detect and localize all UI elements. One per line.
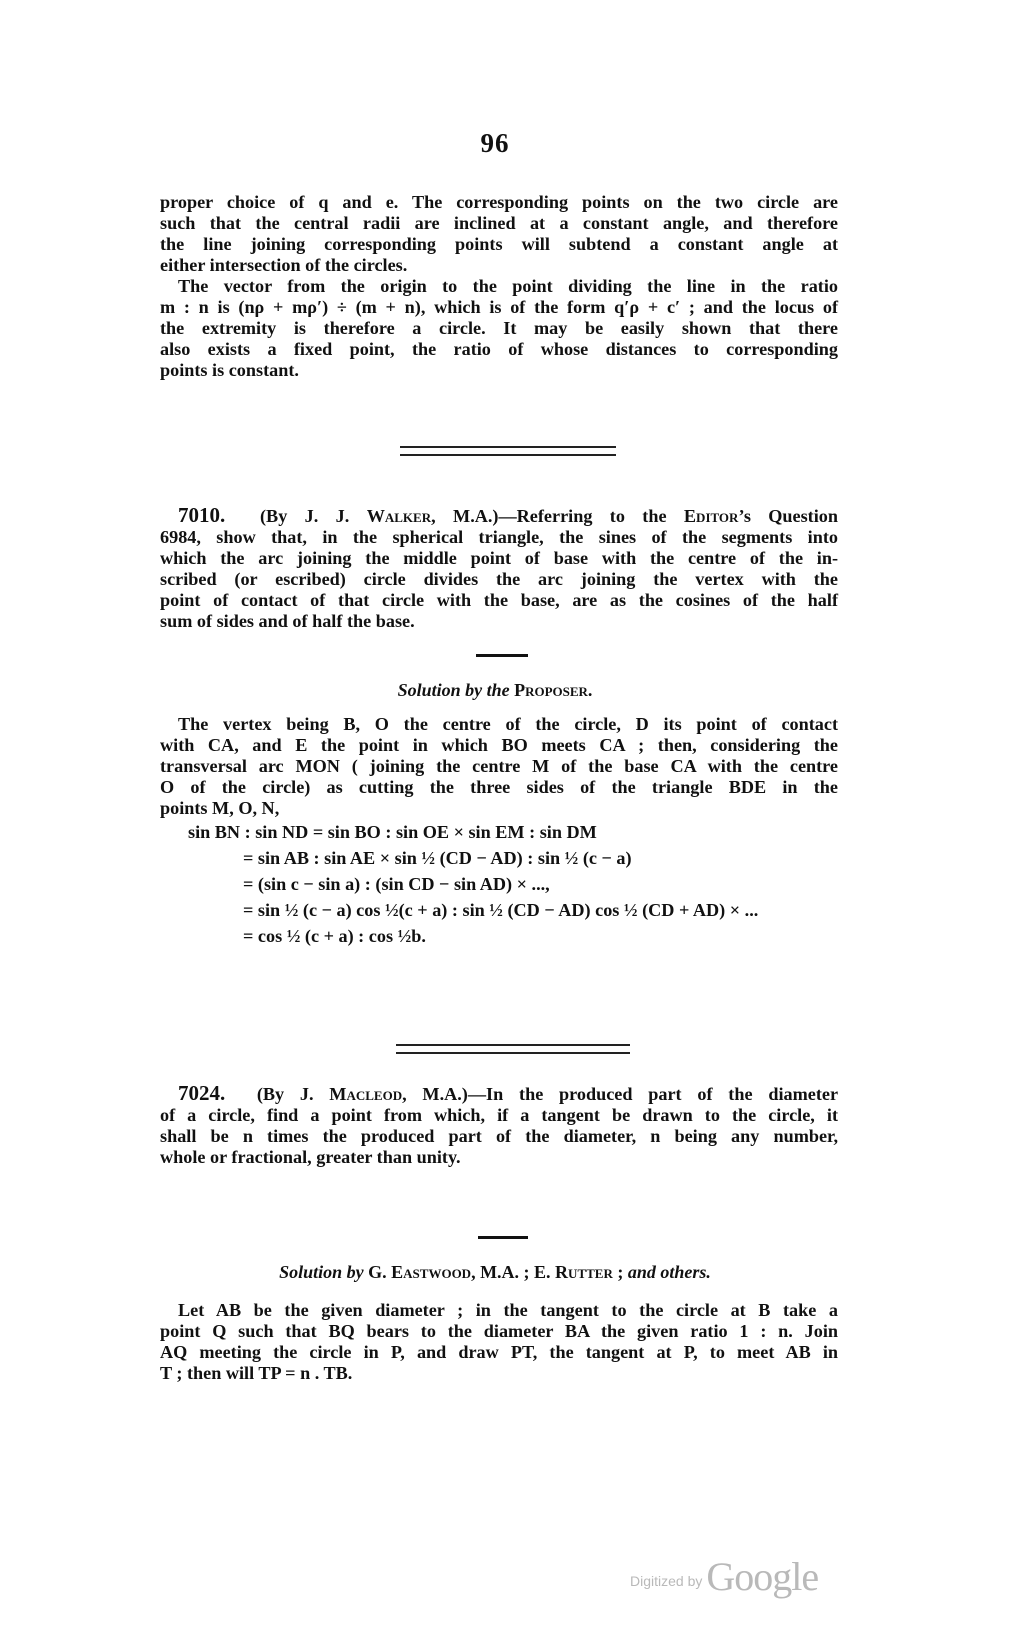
text-line: whole or fractional, greater than unity.: [160, 1147, 461, 1167]
question-header: [160, 1083, 838, 1105]
text-line: The vector from the origin to the point dividing the line in the ratio: [178, 276, 838, 296]
editor-label: Editor: [683, 506, 739, 526]
text-line: proper choice of q and e. The corresponding points on the two circle are: [160, 192, 838, 212]
page-number: 96: [480, 128, 510, 158]
text-line: with CA, and E the point in which BO meets CA ; then, considering the: [160, 735, 838, 755]
question-header: [160, 505, 838, 527]
text-line: point of contact of that circle with the base, are as the cosines of the half: [160, 590, 838, 610]
author-prefix: (By J.: [256, 1084, 330, 1104]
solution-heading: [0, 680, 990, 701]
solution-heading: [0, 1262, 990, 1283]
text-line: shall be n times the produced part of the diameter, n being any number,: [160, 1126, 838, 1146]
author-name: Walker: [366, 506, 432, 526]
solution-authors: G. Eastwood, M.A. ; E. Rutter ;: [368, 1262, 628, 1282]
solution-author: Proposer.: [514, 680, 593, 700]
equation-line: = (sin c − sin a) : (sin CD − sin AD) × ...,: [243, 874, 550, 894]
text-line: sum of sides and of half the base.: [160, 611, 415, 631]
solution-7024: [160, 1300, 838, 1384]
solution-by-label: Solution by the: [397, 680, 515, 700]
equation-line: sin BN : sin ND = sin BO : sin OE × sin EM : sin DM: [188, 822, 597, 842]
solution-by-label: Solution by: [279, 1262, 369, 1282]
text-line: either intersection of the circles.: [160, 255, 408, 275]
author-suffix: , M.A.)—Referring to the: [431, 506, 684, 526]
solution-others: and others.: [627, 1262, 711, 1282]
text-line: 6984, show that, in the spherical triangle, the sines of the segments into: [160, 527, 838, 547]
short-divider: [476, 654, 528, 657]
watermark-prefix: Digitized by: [630, 1573, 703, 1589]
text-line: of a circle, find a point from which, if a tangent be drawn to the circle, it: [160, 1105, 838, 1125]
question-number: 7010.: [178, 503, 226, 527]
question-number: 7024.: [178, 1081, 226, 1105]
header-tail: ’s Question: [738, 506, 838, 526]
text-line: Let AB be the given diameter ; in the tangent to the circle at B take a: [178, 1300, 838, 1320]
equation-line: = sin ½ (c − a) cos ½(c + a) : sin ½ (CD − AD) cos ½ (CD + AD) × ...: [243, 900, 759, 920]
section-divider: [400, 446, 616, 456]
author-suffix: , M.A.)—In the produced part of the diameter: [402, 1084, 839, 1104]
author-prefix: (By J. J.: [260, 506, 367, 526]
text-line: AQ meeting the circle in P, and draw PT, the tangent at P, to meet AB in: [160, 1342, 838, 1362]
text-line: such that the central radii are inclined at a constant angle, and therefore: [160, 213, 838, 233]
text-line: point Q such that BQ bears to the diameter BA the given ratio 1 : n. Join: [160, 1321, 838, 1341]
text-line: T ; then will TP = n . TB.: [160, 1363, 353, 1383]
short-divider: [478, 1236, 528, 1239]
text-line: which the arc joining the middle point of base with the centre of the in-: [160, 548, 838, 568]
author-name: Macleod: [329, 1084, 403, 1104]
equation-line: = cos ½ (c + a) : cos ½b.: [243, 926, 426, 946]
text-line: transversal arc MON ( joining the centre M of the base CA with the centre: [160, 756, 838, 776]
text-line: m : n is (nρ + mρ′) ÷ (m + n), which is of the form q′ρ + c′ ; and the locus of: [160, 297, 838, 317]
text-line: the extremity is therefore a circle. It may be easily shown that there: [160, 318, 838, 338]
text-line: O of the circle) as cutting the three sides of the triangle BDE in the: [160, 777, 838, 797]
question-7024: [160, 1083, 838, 1168]
question-7010: [160, 505, 838, 632]
text-line: points is constant.: [160, 360, 299, 380]
text-line: the line joining corresponding points will subtend a constant angle at: [160, 234, 838, 254]
text-line: The vertex being B, O the centre of the circle, D its point of contact: [178, 714, 838, 734]
text-line: scribed (or escribed) circle divides the arc joining the vertex with the: [160, 569, 838, 589]
solution-7010: [160, 714, 838, 819]
continuation-text: [160, 192, 838, 381]
google-watermark: [630, 1553, 818, 1600]
equation-line: = sin AB : sin AE × sin ½ (CD − AD) : sin ½ (c − a): [243, 848, 632, 868]
section-divider: [396, 1044, 630, 1054]
google-logo: Google: [706, 1554, 819, 1599]
text-line: points M, O, N,: [160, 798, 280, 818]
text-line: also exists a fixed point, the ratio of whose distances to corresponding: [160, 339, 838, 359]
